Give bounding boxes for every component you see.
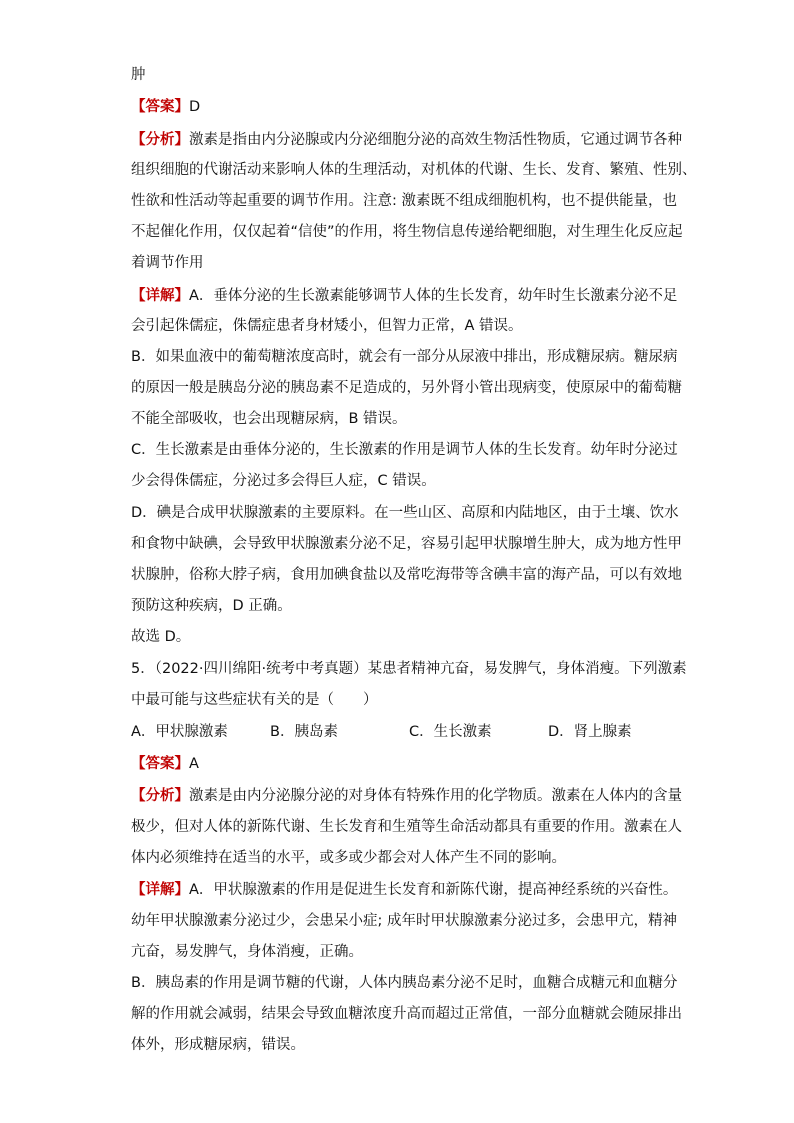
analysis-line: 【分析】激素是指由内分泌腺或内分泌细胞分泌的高效生物活性物质，它通过调节各种 (131, 132, 682, 148)
option-d: D．肾上腺素 (548, 724, 632, 740)
option-c: C．生长激素 (409, 724, 492, 740)
text-line: 故选 D。 (131, 629, 191, 645)
detail-line: 【详解】A．甲状腺激素的作用是促进生长发育和新陈代谢，提高神经系统的兴奋性。 (131, 882, 678, 898)
text-line: 少会得侏儒症，分泌过多会得巨人症，C 错误。 (131, 473, 436, 489)
text-line: 幼年甲状腺激素分泌过少，会患呆小症; 成年时甲状腺激素分泌过多，会患甲亢，精神 (131, 913, 677, 929)
text-line: 不起催化作用，仅仅起着“信使”的作用，将生物信息传递给靶细胞，对生理生化反应起 (131, 224, 683, 240)
text-line: B．胰岛素的作用是调节糖的代谢，人体内胰岛素分泌不足时，血糖合成糖元和血糖分 (131, 975, 678, 991)
text-line: 极少，但对人体的新陈代谢、生长发育和生殖等生命活动都具有重要的作用。激素在人 (131, 819, 682, 835)
text-line: 会引起侏儒症，侏儒症患者身材矮小，但智力正常，A 错误。 (131, 318, 523, 334)
analysis-line: 【分析】激素是由内分泌腺分泌的对身体有特殊作用的化学物质。激素在人体内的含量 (131, 788, 682, 804)
question-line: 中最可能与这些症状有关的是（ ） (131, 692, 378, 708)
analysis-tag: 【分析】 (131, 788, 189, 804)
text-line: D．碘是合成甲状腺激素的主要原料。在一些山区、高原和内陆地区，由于土壤、饮水 (131, 505, 679, 521)
text-line: 肿 (131, 67, 146, 83)
text-line: 组织细胞的代谢活动来影响人体的生理活动，对机体的代谢、生长、发育、繁殖、性别、 (131, 162, 697, 178)
analysis-tag: 【分析】 (131, 132, 189, 148)
text-line: 体外，形成糖尿病，错误。 (131, 1037, 305, 1053)
answer-tag: 【答案】 (131, 756, 189, 772)
text-line: 状腺肿，俗称大脖子病，食用加碘食盐以及常吃海带等含碘丰富的海产品，可以有效地 (131, 567, 682, 583)
text-line: 性欲和性活动等起重要的调节作用。注意: 激素既不组成细胞机构，也不提供能量，也 (131, 193, 677, 209)
text-line: 亢奋，易发脾气，身体消瘦，正确。 (131, 944, 363, 960)
detail-tag: 【详解】 (131, 288, 189, 304)
text-line: 着调节作用 (131, 255, 204, 271)
text-line: 预防这种疾病，D 正确。 (131, 598, 292, 614)
text-line: 的原因一般是胰岛分泌的胰岛素不足造成的，另外肾小管出现病变，使原尿中的葡萄糖 (131, 380, 682, 396)
text-line: C．生长激素是由垂体分泌的，生长激素的作用是调节人体的生长发育。幼年时分泌过 (131, 442, 678, 458)
detail-line: 【详解】A．垂体分泌的生长激素能够调节人体的生长发育，幼年时生长激素分泌不足 (131, 288, 678, 304)
detail-tag: 【详解】 (131, 882, 189, 898)
text-line: 解的作用就会减弱，结果会导致血糖浓度升高而超过正常值，一部分血糖就会随尿排出 (131, 1006, 682, 1022)
option-b: B．胰岛素 (270, 724, 338, 740)
text-line: B．如果血液中的葡萄糖浓度高时，就会有一部分从尿液中排出，形成糖尿病。糖尿病 (131, 349, 678, 365)
text-line: 不能全部吸收，也会出现糖尿病，B 错误。 (131, 411, 407, 427)
text-line: 和食物中缺碘，会导致甲状腺激素分泌不足，容易引起甲状腺增生肿大，成为地方性甲 (131, 536, 682, 552)
answer-line: 【答案】D (131, 99, 201, 115)
answer-tag: 【答案】 (131, 99, 189, 115)
answer-line: 【答案】A (131, 756, 199, 772)
text-line: 体内必须维持在适当的水平，或多或少都会对人体产生不同的影响。 (131, 850, 566, 866)
question-line: 5．（2022·四川绵阳·统考中考真题）某患者精神亢奋，易发脾气，身体消瘦。下列激素 (131, 661, 687, 677)
option-a: A．甲状腺激素 (131, 724, 228, 740)
